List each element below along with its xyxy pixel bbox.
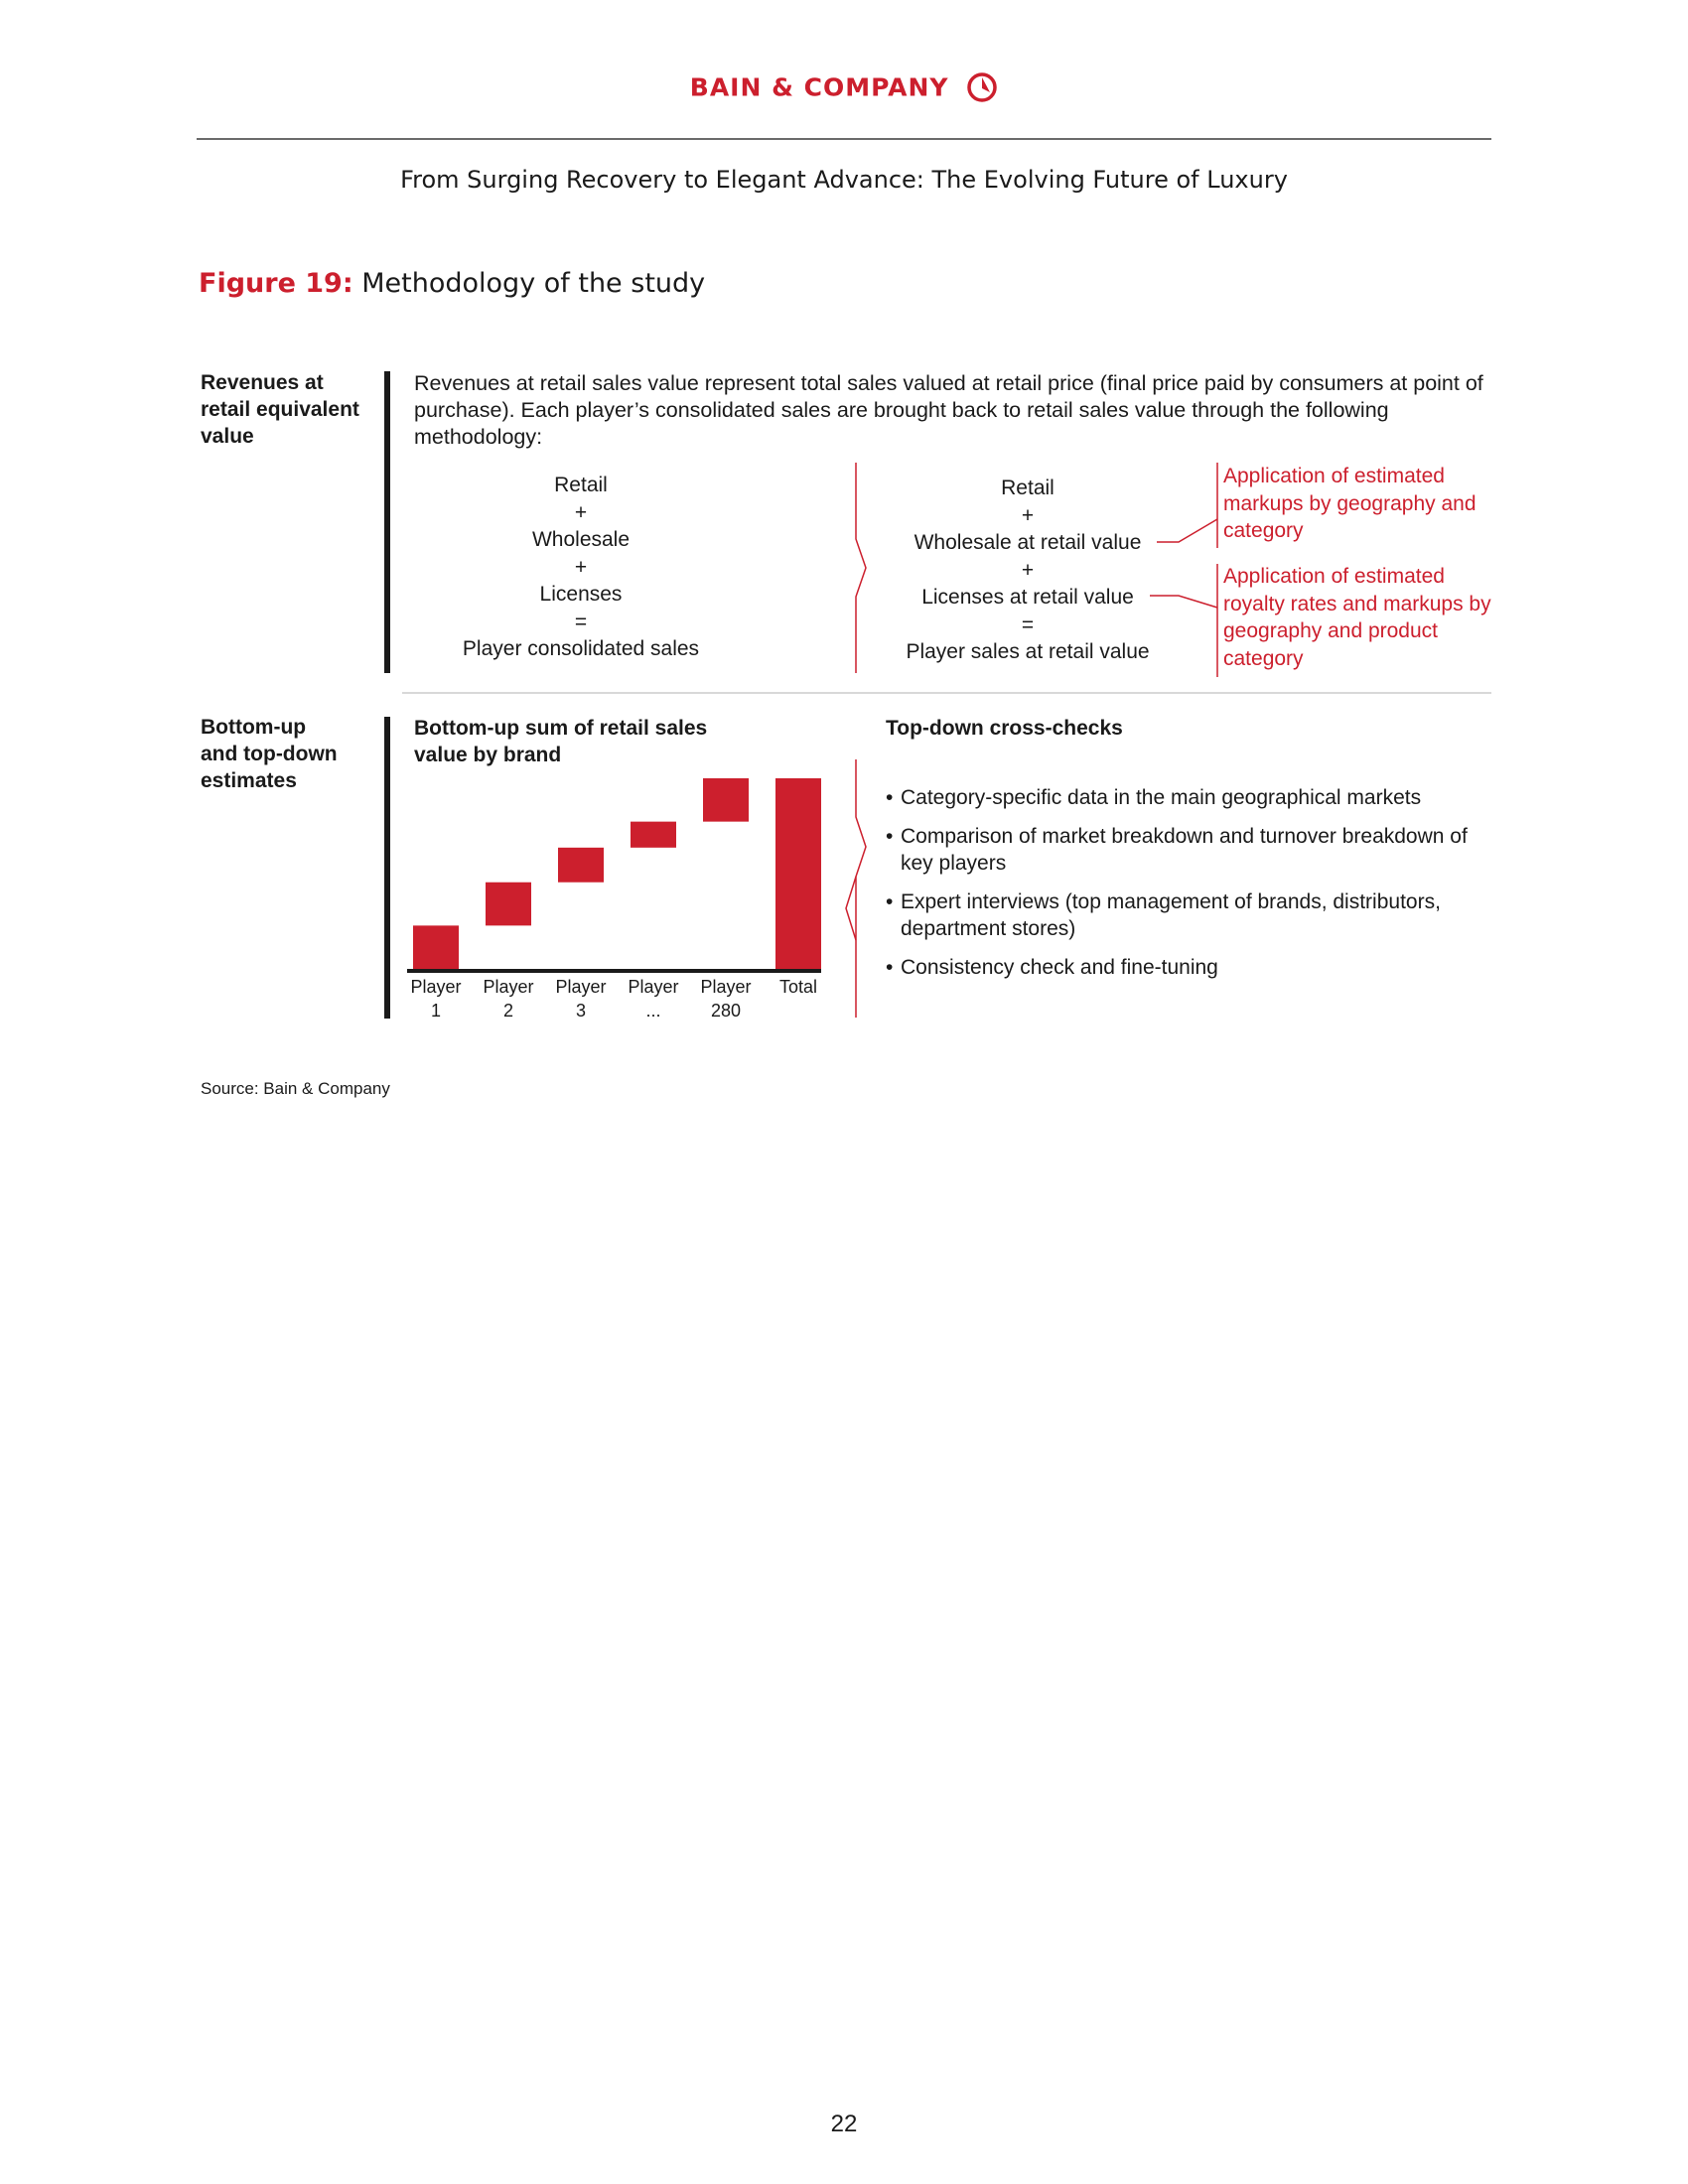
stack-term: Retail bbox=[1001, 477, 1055, 499]
brand-name: BAIN & COMPANY bbox=[689, 72, 949, 102]
stack-operator: + bbox=[574, 555, 588, 579]
row-label-line: retail equivalent bbox=[201, 398, 359, 421]
row-label-line: estimates bbox=[201, 769, 297, 792]
page-number: 22 bbox=[830, 2111, 858, 2137]
x-tick-label: ... bbox=[645, 1001, 661, 1021]
merge-chevron bbox=[846, 877, 856, 940]
x-tick-label: 1 bbox=[430, 1001, 442, 1021]
stack-term: Licenses bbox=[539, 583, 623, 606]
x-tick-label: Total bbox=[778, 977, 818, 997]
crosscheck-item: • Category-specific data in the main geographical markets bbox=[886, 784, 1496, 811]
stack-operator: = bbox=[1021, 613, 1035, 636]
stack-term: Player consolidated sales bbox=[462, 637, 700, 660]
crosscheck-title: Top-down cross-checks bbox=[886, 717, 1123, 740]
crosscheck-item: • Expert interviews (top management of brands, distributors, department stores) bbox=[886, 888, 1496, 942]
crosscheck-item: • Comparison of market breakdown and turnover breakdown of key players bbox=[886, 823, 1496, 877]
row-label-line: Revenues at bbox=[201, 371, 324, 394]
royalty-note: Application of estimated royalty rates and markups by geography and product category bbox=[1223, 565, 1491, 670]
chart-title: Bottom-up sum of retail sales value by brand bbox=[414, 717, 708, 766]
stack-term: Player sales at retail value bbox=[906, 640, 1150, 663]
stack-operator: + bbox=[1021, 503, 1035, 527]
report-subtitle: From Surging Recovery to Elegant Advance: The Evolving Future of Luxury bbox=[400, 166, 1288, 194]
stack-term: Licenses at retail value bbox=[921, 586, 1134, 609]
x-tick-label: Player bbox=[410, 977, 462, 997]
x-tick-label: Player bbox=[555, 977, 607, 997]
row-label-line: and top-down bbox=[201, 743, 338, 765]
stack-term: Wholesale bbox=[531, 528, 631, 551]
waterfall-bar-1 bbox=[413, 925, 459, 969]
x-tick-label: Player bbox=[700, 977, 752, 997]
waterfall-bar-4 bbox=[631, 822, 676, 848]
row-label-line: value bbox=[201, 425, 254, 448]
figure-label: Figure 19: bbox=[199, 268, 353, 299]
stack-operator: = bbox=[574, 610, 588, 633]
stack-operator: + bbox=[1021, 558, 1035, 582]
row-label-line: Bottom-up bbox=[201, 716, 307, 739]
waterfall-bar-2 bbox=[486, 883, 531, 926]
waterfall-bar-5 bbox=[703, 778, 749, 822]
source-note: Source: Bain & Company bbox=[201, 1079, 390, 1098]
x-tick-label: Player bbox=[628, 977, 679, 997]
x-tick-label: Player bbox=[483, 977, 534, 997]
markup-note: Application of estimated markups by geography and category bbox=[1223, 465, 1477, 542]
crosscheck-list bbox=[886, 784, 1496, 993]
split-chevron-2 bbox=[856, 759, 866, 1018]
x-tick-label: 2 bbox=[502, 1001, 514, 1021]
crosscheck-item: • Consistency check and fine-tuning bbox=[886, 954, 1496, 981]
stack-term: Retail bbox=[554, 474, 608, 496]
stack-term: Wholesale at retail value bbox=[914, 531, 1142, 554]
cross-check-chevrons bbox=[846, 759, 866, 1018]
waterfall-total-bar bbox=[775, 778, 821, 969]
x-tick-label: 280 bbox=[710, 1001, 742, 1021]
stack-operator: + bbox=[574, 500, 588, 524]
methodology-description: Revenues at retail sales value represent total sales valued at retail price (final price paid by consumers at point of purchase). Each player’s consolidated sales are brought back to retail sales value through the following methodology: bbox=[414, 371, 1483, 449]
waterfall-bar-3 bbox=[558, 848, 604, 883]
figure-caption: Methodology of the study bbox=[361, 268, 706, 299]
x-tick-label: 3 bbox=[575, 1001, 587, 1021]
